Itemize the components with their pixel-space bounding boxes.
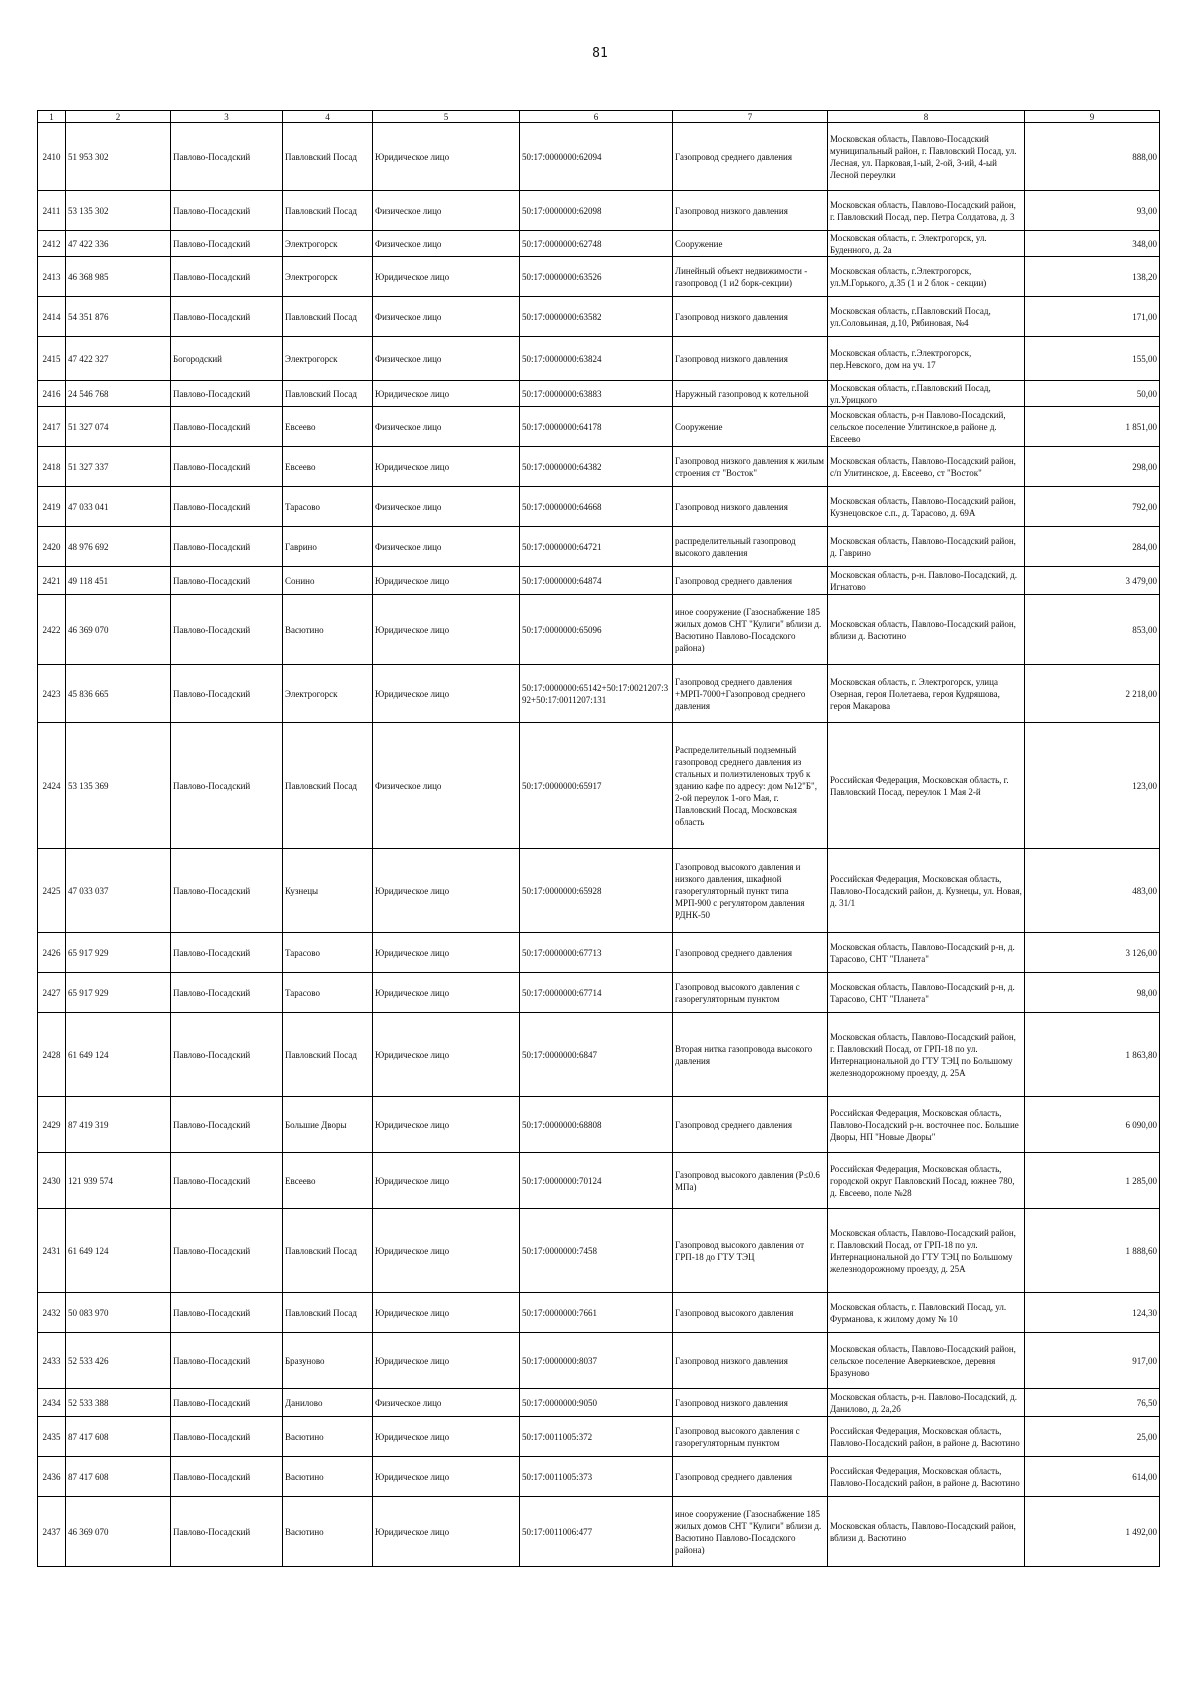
value-cell: 888,00 xyxy=(1025,123,1160,191)
district-cell: Павлово-Посадский xyxy=(171,1389,283,1417)
okpo-code: 46 369 070 xyxy=(66,595,171,665)
address-cell: Московская область, Павлово-Посадский район, Кузнецовское с.п., д. Тарасово, д. 69А xyxy=(828,487,1025,527)
row-number: 2425 xyxy=(38,849,66,933)
district-cell: Павлово-Посадский xyxy=(171,1457,283,1497)
address-cell: Московская область, р-н. Павлово-Посадский, д. Данилово, д. 2а,2б xyxy=(828,1389,1025,1417)
locality-cell: Евсеево xyxy=(283,407,373,447)
okpo-code: 87 419 319 xyxy=(66,1097,171,1153)
value-cell: 917,00 xyxy=(1025,1333,1160,1389)
column-header: 1 xyxy=(38,111,66,123)
address-cell: Московская область, р-н Павлово-Посадский, сельское поселение Улитинское,в районе д. Евсеево xyxy=(828,407,1025,447)
district-cell: Павлово-Посадский xyxy=(171,123,283,191)
cadastral-number-cell: 50:17:0000000:9050 xyxy=(520,1389,673,1417)
okpo-code: 52 533 426 xyxy=(66,1333,171,1389)
locality-cell: Сонино xyxy=(283,567,373,595)
locality-cell: Павловский Посад xyxy=(283,191,373,231)
table-row xyxy=(38,1497,1160,1567)
locality-cell: Электрогорск xyxy=(283,257,373,297)
value-cell: 98,00 xyxy=(1025,973,1160,1013)
owner-type-cell: Юридическое лицо xyxy=(373,381,520,407)
table-row xyxy=(38,407,1160,447)
table-row xyxy=(38,665,1160,723)
cadastral-number-cell: 50:17:0000000:63526 xyxy=(520,257,673,297)
object-description-cell: Газопровод низкого давления xyxy=(673,337,828,381)
district-cell: Павлово-Посадский xyxy=(171,1497,283,1567)
address-cell: Российская Федерация, Московская область, Павлово-Посадский район, в районе д. Васютино xyxy=(828,1417,1025,1457)
table-row xyxy=(38,1293,1160,1333)
address-cell: Московская область, г.Электрогорск, ул.М.Горького, д.35 (1 и 2 блок - секции) xyxy=(828,257,1025,297)
cadastral-number-cell: 50:17:0000000:65928 xyxy=(520,849,673,933)
object-description-cell: Газопровод среднего давления +МРП-7000+Газопровод среднего давления xyxy=(673,665,828,723)
row-number: 2428 xyxy=(38,1013,66,1097)
locality-cell: Васютино xyxy=(283,1417,373,1457)
row-number: 2413 xyxy=(38,257,66,297)
object-description-cell: Газопровод низкого давления xyxy=(673,487,828,527)
okpo-code: 65 917 929 xyxy=(66,933,171,973)
okpo-code: 61 649 124 xyxy=(66,1209,171,1293)
okpo-code: 47 033 037 xyxy=(66,849,171,933)
row-number: 2417 xyxy=(38,407,66,447)
owner-type-cell: Юридическое лицо xyxy=(373,933,520,973)
table-row xyxy=(38,191,1160,231)
locality-cell: Павловский Посад xyxy=(283,1209,373,1293)
owner-type-cell: Юридическое лицо xyxy=(373,447,520,487)
value-cell: 50,00 xyxy=(1025,381,1160,407)
owner-type-cell: Физическое лицо xyxy=(373,297,520,337)
value-cell: 93,00 xyxy=(1025,191,1160,231)
district-cell: Павлово-Посадский xyxy=(171,1097,283,1153)
okpo-code: 53 135 369 xyxy=(66,723,171,849)
district-cell: Павлово-Посадский xyxy=(171,723,283,849)
district-cell: Павлово-Посадский xyxy=(171,1293,283,1333)
locality-cell: Бразуново xyxy=(283,1333,373,1389)
owner-type-cell: Юридическое лицо xyxy=(373,1097,520,1153)
cadastral-number-cell: 50:17:0000000:68808 xyxy=(520,1097,673,1153)
page-number: 81 xyxy=(592,46,608,61)
address-cell: Московская область, р-н. Павлово-Посадский, д. Игнатово xyxy=(828,567,1025,595)
owner-type-cell: Юридическое лицо xyxy=(373,595,520,665)
owner-type-cell: Физическое лицо xyxy=(373,723,520,849)
owner-type-cell: Юридическое лицо xyxy=(373,1209,520,1293)
owner-type-cell: Юридическое лицо xyxy=(373,665,520,723)
district-cell: Павлово-Посадский xyxy=(171,297,283,337)
locality-cell: Данилово xyxy=(283,1389,373,1417)
object-description-cell: Газопровод низкого давления xyxy=(673,1333,828,1389)
okpo-code: 87 417 608 xyxy=(66,1457,171,1497)
locality-cell: Гаврино xyxy=(283,527,373,567)
row-number: 2436 xyxy=(38,1457,66,1497)
address-cell: Московская область, г.Павловский Посад, ул.Урицкого xyxy=(828,381,1025,407)
locality-cell: Павловский Посад xyxy=(283,123,373,191)
district-cell: Павлово-Посадский xyxy=(171,447,283,487)
row-number: 2430 xyxy=(38,1153,66,1209)
address-cell: Московская область, г. Электрогорск, ул. Буденного, д. 2а xyxy=(828,231,1025,257)
cadastral-number-cell: 50:17:0000000:67713 xyxy=(520,933,673,973)
value-cell: 3 126,00 xyxy=(1025,933,1160,973)
row-number: 2435 xyxy=(38,1417,66,1457)
value-cell: 483,00 xyxy=(1025,849,1160,933)
district-cell: Павлово-Посадский xyxy=(171,1333,283,1389)
object-description-cell: иное сооружение (Газоснабжение 185 жилых домов СНТ "Кулиги" вблизи д. Васютино Павлово-Посадского района) xyxy=(673,1497,828,1567)
okpo-code: 47 033 041 xyxy=(66,487,171,527)
locality-cell: Павловский Посад xyxy=(283,1013,373,1097)
value-cell: 1 888,60 xyxy=(1025,1209,1160,1293)
object-description-cell: Вторая нитка газопровода высокого давления xyxy=(673,1013,828,1097)
okpo-code: 52 533 388 xyxy=(66,1389,171,1417)
cadastral-number-cell: 50:17:0000000:6847 xyxy=(520,1013,673,1097)
value-cell: 2 218,00 xyxy=(1025,665,1160,723)
address-cell: Российская Федерация, Московская область, Павлово-Посадский район, в районе д. Васютино xyxy=(828,1457,1025,1497)
okpo-code: 61 649 124 xyxy=(66,1013,171,1097)
district-cell: Богородский xyxy=(171,337,283,381)
okpo-code: 51 953 302 xyxy=(66,123,171,191)
object-description-cell: иное сооружение (Газоснабжение 185 жилых домов СНТ "Кулиги" вблизи д. Васютино Павлово-Посадского района) xyxy=(673,595,828,665)
locality-cell: Павловский Посад xyxy=(283,1293,373,1333)
address-cell: Московская область, Павлово-Посадский район, д. Гаврино xyxy=(828,527,1025,567)
address-cell: Московская область, Павлово-Посадский район, вблизи д. Васютино xyxy=(828,595,1025,665)
owner-type-cell: Физическое лицо xyxy=(373,527,520,567)
locality-cell: Электрогорск xyxy=(283,231,373,257)
value-cell: 138,20 xyxy=(1025,257,1160,297)
column-header: 5 xyxy=(373,111,520,123)
cadastral-number-cell: 50:17:0000000:70124 xyxy=(520,1153,673,1209)
value-cell: 6 090,00 xyxy=(1025,1097,1160,1153)
locality-cell: Павловский Посад xyxy=(283,381,373,407)
cadastral-number-cell: 50:17:0000000:64382 xyxy=(520,447,673,487)
table-row xyxy=(38,973,1160,1013)
owner-type-cell: Юридическое лицо xyxy=(373,1293,520,1333)
object-description-cell: Газопровод высокого давления с газорегуляторным пунктом xyxy=(673,1417,828,1457)
locality-cell: Большие Дворы xyxy=(283,1097,373,1153)
district-cell: Павлово-Посадский xyxy=(171,665,283,723)
owner-type-cell: Юридическое лицо xyxy=(373,567,520,595)
object-description-cell: Газопровод высокого давления (P≤0.6 МПа) xyxy=(673,1153,828,1209)
district-cell: Павлово-Посадский xyxy=(171,973,283,1013)
table-row xyxy=(38,257,1160,297)
okpo-code: 46 368 985 xyxy=(66,257,171,297)
row-number: 2434 xyxy=(38,1389,66,1417)
value-cell: 123,00 xyxy=(1025,723,1160,849)
register-table xyxy=(37,110,1160,1567)
cadastral-number-cell: 50:17:0000000:64721 xyxy=(520,527,673,567)
row-number: 2429 xyxy=(38,1097,66,1153)
owner-type-cell: Физическое лицо xyxy=(373,407,520,447)
owner-type-cell: Физическое лицо xyxy=(373,191,520,231)
owner-type-cell: Юридическое лицо xyxy=(373,1457,520,1497)
value-cell: 348,00 xyxy=(1025,231,1160,257)
okpo-code: 49 118 451 xyxy=(66,567,171,595)
row-number: 2437 xyxy=(38,1497,66,1567)
table-row xyxy=(38,1333,1160,1389)
row-number: 2414 xyxy=(38,297,66,337)
okpo-code: 46 369 070 xyxy=(66,1497,171,1567)
object-description-cell: Распределительный подземный газопровод среднего давления из стальных и полиэтиленовых труб к зданию кафе по адресу: дом №12"Б", 2-ой переулок 1-ого Мая, г. Павловский Посад, Московская область xyxy=(673,723,828,849)
row-number: 2410 xyxy=(38,123,66,191)
table-row xyxy=(38,337,1160,381)
address-cell: Московская область, г.Электрогорск, пер.Невского, дом на уч. 17 xyxy=(828,337,1025,381)
district-cell: Павлово-Посадский xyxy=(171,1013,283,1097)
okpo-code: 45 836 665 xyxy=(66,665,171,723)
table-row xyxy=(38,595,1160,665)
owner-type-cell: Юридическое лицо xyxy=(373,1013,520,1097)
cadastral-number-cell: 50:17:0000000:62098 xyxy=(520,191,673,231)
cadastral-number-cell: 50:17:0000000:7661 xyxy=(520,1293,673,1333)
value-cell: 124,30 xyxy=(1025,1293,1160,1333)
locality-cell: Тарасово xyxy=(283,973,373,1013)
table-row xyxy=(38,723,1160,849)
column-header: 3 xyxy=(171,111,283,123)
district-cell: Павлово-Посадский xyxy=(171,1153,283,1209)
district-cell: Павлово-Посадский xyxy=(171,381,283,407)
value-cell: 155,00 xyxy=(1025,337,1160,381)
value-cell: 298,00 xyxy=(1025,447,1160,487)
cadastral-number-cell: 50:17:0011005:373 xyxy=(520,1457,673,1497)
district-cell: Павлово-Посадский xyxy=(171,1417,283,1457)
table-row xyxy=(38,1013,1160,1097)
okpo-code: 87 417 608 xyxy=(66,1417,171,1457)
cadastral-number-cell: 50:17:0000000:65096 xyxy=(520,595,673,665)
value-cell: 853,00 xyxy=(1025,595,1160,665)
locality-cell: Васютино xyxy=(283,1457,373,1497)
owner-type-cell: Физическое лицо xyxy=(373,337,520,381)
owner-type-cell: Юридическое лицо xyxy=(373,1153,520,1209)
cadastral-number-cell: 50:17:0000000:64178 xyxy=(520,407,673,447)
cadastral-number-cell: 50:17:0000000:64874 xyxy=(520,567,673,595)
district-cell: Павлово-Посадский xyxy=(171,257,283,297)
object-description-cell: Газопровод высокого давления с газорегуляторным пунктом xyxy=(673,973,828,1013)
row-number: 2416 xyxy=(38,381,66,407)
table-row xyxy=(38,1097,1160,1153)
value-cell: 792,00 xyxy=(1025,487,1160,527)
value-cell: 25,00 xyxy=(1025,1417,1160,1457)
cadastral-number-cell: 50:17:0000000:65917 xyxy=(520,723,673,849)
district-cell: Павлово-Посадский xyxy=(171,595,283,665)
district-cell: Павлово-Посадский xyxy=(171,1209,283,1293)
okpo-code: 48 976 692 xyxy=(66,527,171,567)
value-cell: 171,00 xyxy=(1025,297,1160,337)
row-number: 2432 xyxy=(38,1293,66,1333)
cadastral-number-cell: 50:17:0000000:62748 xyxy=(520,231,673,257)
row-number: 2424 xyxy=(38,723,66,849)
locality-cell: Павловский Посад xyxy=(283,297,373,337)
okpo-code: 53 135 302 xyxy=(66,191,171,231)
district-cell: Павлово-Посадский xyxy=(171,527,283,567)
value-cell: 284,00 xyxy=(1025,527,1160,567)
column-header: 9 xyxy=(1025,111,1160,123)
table-row xyxy=(38,381,1160,407)
cadastral-number-cell: 50:17:0000000:63824 xyxy=(520,337,673,381)
column-header: 4 xyxy=(283,111,373,123)
okpo-code: 54 351 876 xyxy=(66,297,171,337)
okpo-code: 121 939 574 xyxy=(66,1153,171,1209)
row-number: 2423 xyxy=(38,665,66,723)
object-description-cell: Газопровод низкого давления к жилым строения ст "Восток" xyxy=(673,447,828,487)
address-cell: Московская область, Павлово-Посадский район, с/п Улитинское, д. Евсеево, ст "Восток" xyxy=(828,447,1025,487)
district-cell: Павлово-Посадский xyxy=(171,487,283,527)
owner-type-cell: Юридическое лицо xyxy=(373,1333,520,1389)
row-number: 2412 xyxy=(38,231,66,257)
okpo-code: 51 327 074 xyxy=(66,407,171,447)
column-number-row xyxy=(38,111,1160,123)
object-description-cell: Газопровод среднего давления xyxy=(673,1097,828,1153)
owner-type-cell: Юридическое лицо xyxy=(373,849,520,933)
okpo-code: 50 083 970 xyxy=(66,1293,171,1333)
cadastral-number-cell: 50:17:0000000:7458 xyxy=(520,1209,673,1293)
table-row xyxy=(38,447,1160,487)
table-row xyxy=(38,297,1160,337)
locality-cell: Павловский Посад xyxy=(283,723,373,849)
table-row xyxy=(38,1153,1160,1209)
column-header: 8 xyxy=(828,111,1025,123)
table-row xyxy=(38,123,1160,191)
column-header: 6 xyxy=(520,111,673,123)
row-number: 2433 xyxy=(38,1333,66,1389)
cadastral-number-cell: 50:17:0000000:63883 xyxy=(520,381,673,407)
object-description-cell: Наружный газопровод к котельной xyxy=(673,381,828,407)
object-description-cell: Газопровод высокого давления xyxy=(673,1293,828,1333)
locality-cell: Евсеево xyxy=(283,447,373,487)
table-row xyxy=(38,1209,1160,1293)
cadastral-number-cell: 50:17:0000000:63582 xyxy=(520,297,673,337)
value-cell: 1 492,00 xyxy=(1025,1497,1160,1567)
table-row xyxy=(38,1389,1160,1417)
value-cell: 3 479,00 xyxy=(1025,567,1160,595)
owner-type-cell: Юридическое лицо xyxy=(373,1497,520,1567)
address-cell: Российская Федерация, Московская область, Павлово-Посадский район, д. Кузнецы, ул. Новая, д. 31/1 xyxy=(828,849,1025,933)
value-cell: 1 851,00 xyxy=(1025,407,1160,447)
object-description-cell: Сооружение xyxy=(673,407,828,447)
row-number: 2418 xyxy=(38,447,66,487)
object-description-cell: Газопровод низкого давления xyxy=(673,297,828,337)
cadastral-number-cell: 50:17:0000000:64668 xyxy=(520,487,673,527)
object-description-cell: Газопровод высокого давления и низкого давления, шкафной газорегуляторный пункт типа МРП-900 с регулятором давления РДНК-50 xyxy=(673,849,828,933)
okpo-code: 47 422 327 xyxy=(66,337,171,381)
address-cell: Российская Федерация, Московская область, Павлово-Посадский р-н. восточнее пос. Большие Дворы, НП "Новые Дворы" xyxy=(828,1097,1025,1153)
locality-cell: Васютино xyxy=(283,1497,373,1567)
row-number: 2419 xyxy=(38,487,66,527)
address-cell: Российская Федерация, Московская область, городской округ Павловский Посад, южнее 780, д. Евсеево, поле №28 xyxy=(828,1153,1025,1209)
owner-type-cell: Юридическое лицо xyxy=(373,257,520,297)
row-number: 2426 xyxy=(38,933,66,973)
district-cell: Павлово-Посадский xyxy=(171,567,283,595)
value-cell: 1 863,80 xyxy=(1025,1013,1160,1097)
locality-cell: Электрогорск xyxy=(283,665,373,723)
locality-cell: Электрогорск xyxy=(283,337,373,381)
row-number: 2411 xyxy=(38,191,66,231)
address-cell: Московская область, г. Электрогорск, улица Озерная, героя Полетаева, героя Кудряшова, героя Макарова xyxy=(828,665,1025,723)
row-number: 2421 xyxy=(38,567,66,595)
locality-cell: Евсеево xyxy=(283,1153,373,1209)
owner-type-cell: Юридическое лицо xyxy=(373,123,520,191)
address-cell: Московская область, Павлово-Посадский район, сельское поселение Аверкиевское, деревня Бразуново xyxy=(828,1333,1025,1389)
cadastral-number-cell: 50:17:0000000:65142+50:17:0021207:392+50:17:0011207:131 xyxy=(520,665,673,723)
table-row xyxy=(38,567,1160,595)
district-cell: Павлово-Посадский xyxy=(171,933,283,973)
cadastral-number-cell: 50:17:0000000:67714 xyxy=(520,973,673,1013)
locality-cell: Тарасово xyxy=(283,487,373,527)
district-cell: Павлово-Посадский xyxy=(171,407,283,447)
object-description-cell: Газопровод среднего давления xyxy=(673,933,828,973)
okpo-code: 65 917 929 xyxy=(66,973,171,1013)
address-cell: Московская область, Павлово-Посадский район, г. Павловский Посад, от ГРП-18 по ул. Интернациональной до ГТУ ТЭЦ по Большому железнодорожному проезду, д. 25А xyxy=(828,1209,1025,1293)
cadastral-number-cell: 50:17:0011006:477 xyxy=(520,1497,673,1567)
object-description-cell: Газопровод среднего давления xyxy=(673,567,828,595)
object-description-cell: распределительный газопровод высокого давления xyxy=(673,527,828,567)
table-row xyxy=(38,487,1160,527)
owner-type-cell: Юридическое лицо xyxy=(373,1417,520,1457)
object-description-cell: Газопровод среднего давления xyxy=(673,1457,828,1497)
district-cell: Павлово-Посадский xyxy=(171,231,283,257)
column-header: 2 xyxy=(66,111,171,123)
address-cell: Московская область, Павлово-Посадский р-н, д. Тарасово, СНТ "Планета" xyxy=(828,933,1025,973)
address-cell: Московская область, Павлово-Посадский район, вблизи д. Васютино xyxy=(828,1497,1025,1567)
value-cell: 76,50 xyxy=(1025,1389,1160,1417)
table-row xyxy=(38,231,1160,257)
value-cell: 614,00 xyxy=(1025,1457,1160,1497)
table-row xyxy=(38,527,1160,567)
cadastral-number-cell: 50:17:0000000:62094 xyxy=(520,123,673,191)
cadastral-number-cell: 50:17:0000000:8037 xyxy=(520,1333,673,1389)
okpo-code: 24 546 768 xyxy=(66,381,171,407)
row-number: 2427 xyxy=(38,973,66,1013)
object-description-cell: Газопровод среднего давления xyxy=(673,123,828,191)
table-row xyxy=(38,933,1160,973)
locality-cell: Тарасово xyxy=(283,933,373,973)
owner-type-cell: Физическое лицо xyxy=(373,1389,520,1417)
owner-type-cell: Физическое лицо xyxy=(373,231,520,257)
row-number: 2422 xyxy=(38,595,66,665)
table-row xyxy=(38,849,1160,933)
object-description-cell: Линейный объект недвижимости - газопровод (1 и2 борк-секции) xyxy=(673,257,828,297)
district-cell: Павлово-Посадский xyxy=(171,191,283,231)
object-description-cell: Газопровод низкого давления xyxy=(673,1389,828,1417)
address-cell: Московская область, г.Павловский Посад, ул.Соловьиная, д.10, Рябиновая, №4 xyxy=(828,297,1025,337)
address-cell: Московская область, г. Павловский Посад, ул. Фурманова, к жилому дому № 10 xyxy=(828,1293,1025,1333)
locality-cell: Кузнецы xyxy=(283,849,373,933)
owner-type-cell: Юридическое лицо xyxy=(373,973,520,1013)
address-cell: Московская область, Павлово-Посадский муниципальный район, г. Павловский Посад, ул. Лесная, ул. Парковая,1-ый, 2-ой, 3-ий, 4-ый Лесной переулки xyxy=(828,123,1025,191)
address-cell: Российская Федерация, Московская область, г. Павловский Посад, переулок 1 Мая 2-й xyxy=(828,723,1025,849)
okpo-code: 47 422 336 xyxy=(66,231,171,257)
row-number: 2415 xyxy=(38,337,66,381)
table-row xyxy=(38,1417,1160,1457)
address-cell: Московская область, Павлово-Посадский р-н, д. Тарасово, СНТ "Планета" xyxy=(828,973,1025,1013)
column-header: 7 xyxy=(673,111,828,123)
address-cell: Московская область, Павлово-Посадский район, г. Павловский Посад, от ГРП-18 по ул. Интернациональной до ГТУ ТЭЦ по Большому железнодорожному проезду, д. 25А xyxy=(828,1013,1025,1097)
object-description-cell: Газопровод высокого давления от ГРП-18 до ГТУ ТЭЦ xyxy=(673,1209,828,1293)
address-cell: Московская область, Павлово-Посадский район, г. Павловский Посад, пер. Петра Солдатова, д. 3 xyxy=(828,191,1025,231)
object-description-cell: Сооружение xyxy=(673,231,828,257)
row-number: 2420 xyxy=(38,527,66,567)
table-row xyxy=(38,1457,1160,1497)
row-number: 2431 xyxy=(38,1209,66,1293)
owner-type-cell: Физическое лицо xyxy=(373,487,520,527)
locality-cell: Васютино xyxy=(283,595,373,665)
okpo-code: 51 327 337 xyxy=(66,447,171,487)
cadastral-number-cell: 50:17:0011005:372 xyxy=(520,1417,673,1457)
value-cell: 1 285,00 xyxy=(1025,1153,1160,1209)
object-description-cell: Газопровод низкого давления xyxy=(673,191,828,231)
district-cell: Павлово-Посадский xyxy=(171,849,283,933)
